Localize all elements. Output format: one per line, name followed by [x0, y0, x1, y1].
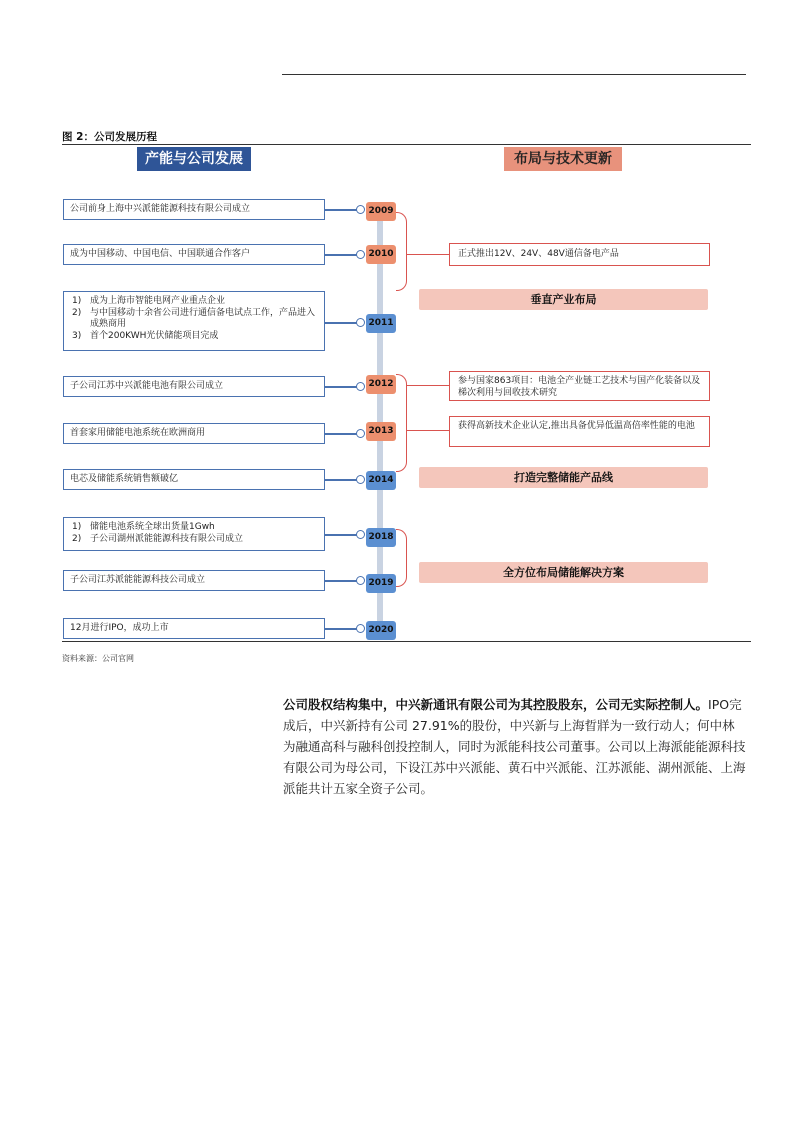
brace-product-line: [396, 374, 407, 472]
header-rule: [282, 74, 746, 75]
header-layout-tech: 布局与技术更新: [504, 147, 622, 171]
connector-2018: [325, 534, 357, 536]
event-2010-text: 成为中国移动、中国电信、中国联通合作客户: [70, 249, 251, 259]
brace-solutions: [396, 529, 407, 587]
connector-2011: [325, 322, 357, 324]
source-note: 资料来源：公司官网: [62, 654, 134, 663]
year-2018: 2018: [366, 528, 396, 547]
connector-2010: [325, 254, 357, 256]
year-2019: 2019: [366, 574, 396, 593]
tech-update-text-2: 参与国家863项目：电池全产业链工艺技术与国产化装备以及梯次利用与回收技术研究: [458, 376, 701, 398]
dot-2009: [356, 205, 365, 214]
dot-2011: [356, 318, 365, 327]
event-2009-text: 公司前身上海中兴派能能源科技有限公司成立: [70, 204, 251, 214]
event-2011-item: 3) 首个200KWH光伏储能项目完成: [72, 330, 219, 341]
figure-top-rule: [62, 144, 751, 145]
event-2010-box: [63, 244, 325, 265]
dot-2018: [356, 530, 365, 539]
event-2018-box: [63, 517, 325, 551]
dot-2014: [356, 475, 365, 484]
figure-bottom-rule: [62, 641, 751, 642]
paragraph-lead: 公司股权结构集中，中兴新通讯有限公司为其控股股东，公司无实际控制人。: [283, 697, 709, 712]
event-2012-box: [63, 376, 325, 397]
tech-update-text-3: 获得高新技术企业认定,推出具备优异低温高倍率性能的电池: [458, 421, 695, 431]
figure-title: 图 2：公司发展历程: [62, 131, 157, 143]
year-2013: 2013: [366, 422, 396, 441]
header-capacity-development: 产能与公司发展: [137, 147, 251, 171]
event-2020-text: 12月进行IPO，成功上市: [70, 623, 169, 633]
band-all-round-solutions: 全方位布局储能解决方案: [419, 562, 708, 583]
band-vertical-industry-layout: 垂直产业布局: [419, 289, 708, 310]
year-2012: 2012: [366, 375, 396, 394]
event-2019-box: [63, 570, 325, 591]
event-2019-text: 子公司江苏派能能源科技公司成立: [70, 575, 206, 585]
event-2013-box: [63, 423, 325, 444]
event-2018-list: [70, 522, 318, 545]
band-complete-product-line: 打造完整储能产品线: [419, 467, 708, 488]
dot-2020: [356, 624, 365, 633]
tech-connector-1: [406, 254, 449, 255]
event-2014-text: 电芯及储能系统销售额破亿: [70, 474, 179, 484]
tech-update-box-1: [449, 243, 710, 266]
event-2011-item: 2) 与中国移动十余省公司进行通信备电试点工作，产品进入成熟商用: [72, 307, 316, 329]
tech-connector-3: [406, 430, 449, 431]
tech-update-box-3: [449, 416, 710, 447]
body-paragraph: [283, 694, 746, 799]
connector-2013: [325, 433, 357, 435]
year-2009: 2009: [366, 202, 396, 221]
event-2014-box: [63, 469, 325, 490]
tech-connector-2: [406, 385, 449, 386]
event-2013-text: 首套家用储能电池系统在欧洲商用: [70, 428, 206, 438]
brace-vertical-layout: [396, 212, 407, 291]
timeline-spine: [377, 205, 383, 633]
dot-2012: [356, 382, 365, 391]
dot-2010: [356, 250, 365, 259]
dot-2019: [356, 576, 365, 585]
event-2011-item: 1) 成为上海市智能电网产业重点企业: [72, 296, 226, 306]
connector-2019: [325, 580, 357, 582]
year-2014: 2014: [366, 471, 396, 490]
connector-2012: [325, 386, 357, 388]
event-2018-item: 1) 储能电池系统全球出货量1Gwh: [72, 522, 215, 532]
event-2009-box: [63, 199, 325, 220]
year-2010: 2010: [366, 245, 396, 264]
tech-update-text-1: 正式推出12V、24V、48V通信备电产品: [458, 249, 619, 259]
connector-2009: [325, 209, 357, 211]
year-2020: 2020: [366, 621, 396, 640]
dot-2013: [356, 429, 365, 438]
paragraph-body: IPO完成后，中兴新持有公司 27.91%的股份，中兴新与上海晢牂为一致行动人；何中林为融通高科与融科创投控制人，同时为派能科技公司董事。公司以上海派能能源科技有限公司为母公司，下设江苏中兴派能、黄石中兴派能、江苏派能、湖州派能、上海派能共计五家全资子公司。: [283, 697, 746, 796]
connector-2020: [325, 628, 357, 630]
event-2018-item: 2) 子公司湖州派能能源科技有限公司成立: [72, 533, 244, 544]
event-2012-text: 子公司江苏中兴派能电池有限公司成立: [70, 381, 224, 391]
tech-update-box-2: [449, 371, 710, 401]
event-2011-list: [70, 296, 318, 342]
event-2011-box: [63, 291, 325, 351]
connector-2014: [325, 479, 357, 481]
event-2020-box: [63, 618, 325, 639]
year-2011: 2011: [366, 314, 396, 333]
